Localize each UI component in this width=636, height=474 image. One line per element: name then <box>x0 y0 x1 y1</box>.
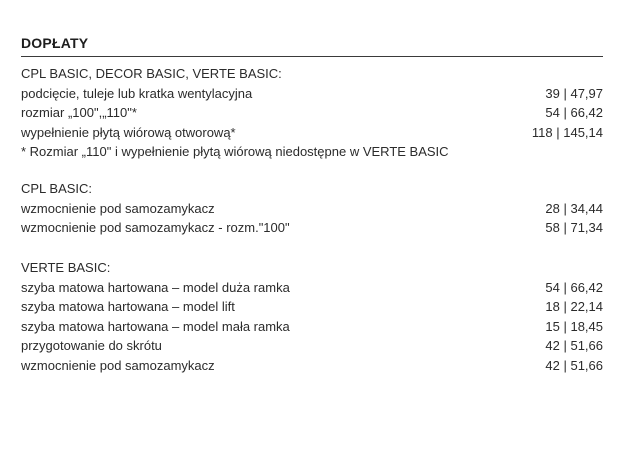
section-header: VERTE BASIC: <box>21 260 111 275</box>
list-item <box>21 336 603 356</box>
list-item <box>21 356 603 376</box>
list-item <box>21 218 603 238</box>
item-label: wzmocnienie pod samozamykacz <box>21 200 215 216</box>
item-label: wzmocnienie pod samozamykacz <box>21 357 215 373</box>
item-label: podcięcie, tuleje lub kratka wentylacyjna <box>21 85 253 101</box>
item-price: 54 | 66,42 <box>545 105 603 120</box>
section-header: CPL BASIC, DECOR BASIC, VERTE BASIC: <box>21 66 282 81</box>
list-item <box>21 317 603 337</box>
item-price: 58 | 71,34 <box>545 220 603 235</box>
list-item <box>21 199 603 219</box>
item-label: rozmiar „100",„110"* <box>21 105 137 120</box>
item-price: 54 | 66,42 <box>545 279 603 295</box>
section-cpl-decor-verte <box>21 64 603 162</box>
item-label: szyba matowa hartowana – model lift <box>21 299 235 314</box>
section-verte-basic <box>21 258 603 375</box>
item-price: 15 | 18,45 <box>545 318 603 334</box>
page-title: DOPŁATY <box>21 35 89 51</box>
item-label: szyba matowa hartowana – model mała ramka <box>21 318 290 334</box>
section-header: CPL BASIC: <box>21 181 93 196</box>
list-item <box>21 123 603 143</box>
title-divider <box>21 56 603 57</box>
list-item <box>21 103 603 123</box>
list-item <box>21 278 603 298</box>
item-price: 18 | 22,14 <box>545 299 603 314</box>
item-label: wzmocnienie pod samozamykacz - rozm."100" <box>21 220 290 235</box>
item-label: wypełnienie płytą wiórową otworową* <box>21 124 236 140</box>
section-cpl-basic <box>21 179 603 238</box>
footnote: * Rozmiar „110" i wypełnienie płytą wiórową niedostępne w VERTE BASIC <box>21 144 449 159</box>
list-item <box>21 297 603 317</box>
item-price: 118 | 145,14 <box>531 124 603 140</box>
list-item <box>21 84 603 104</box>
item-price: 28 | 34,44 <box>545 200 603 216</box>
item-price: 39 | 47,97 <box>545 85 603 101</box>
item-label: przygotowanie do skrótu <box>21 338 162 353</box>
item-price: 42 | 51,66 <box>545 338 603 353</box>
item-label: szyba matowa hartowana – model duża ramka <box>21 279 290 295</box>
item-price: 42 | 51,66 <box>545 357 603 373</box>
